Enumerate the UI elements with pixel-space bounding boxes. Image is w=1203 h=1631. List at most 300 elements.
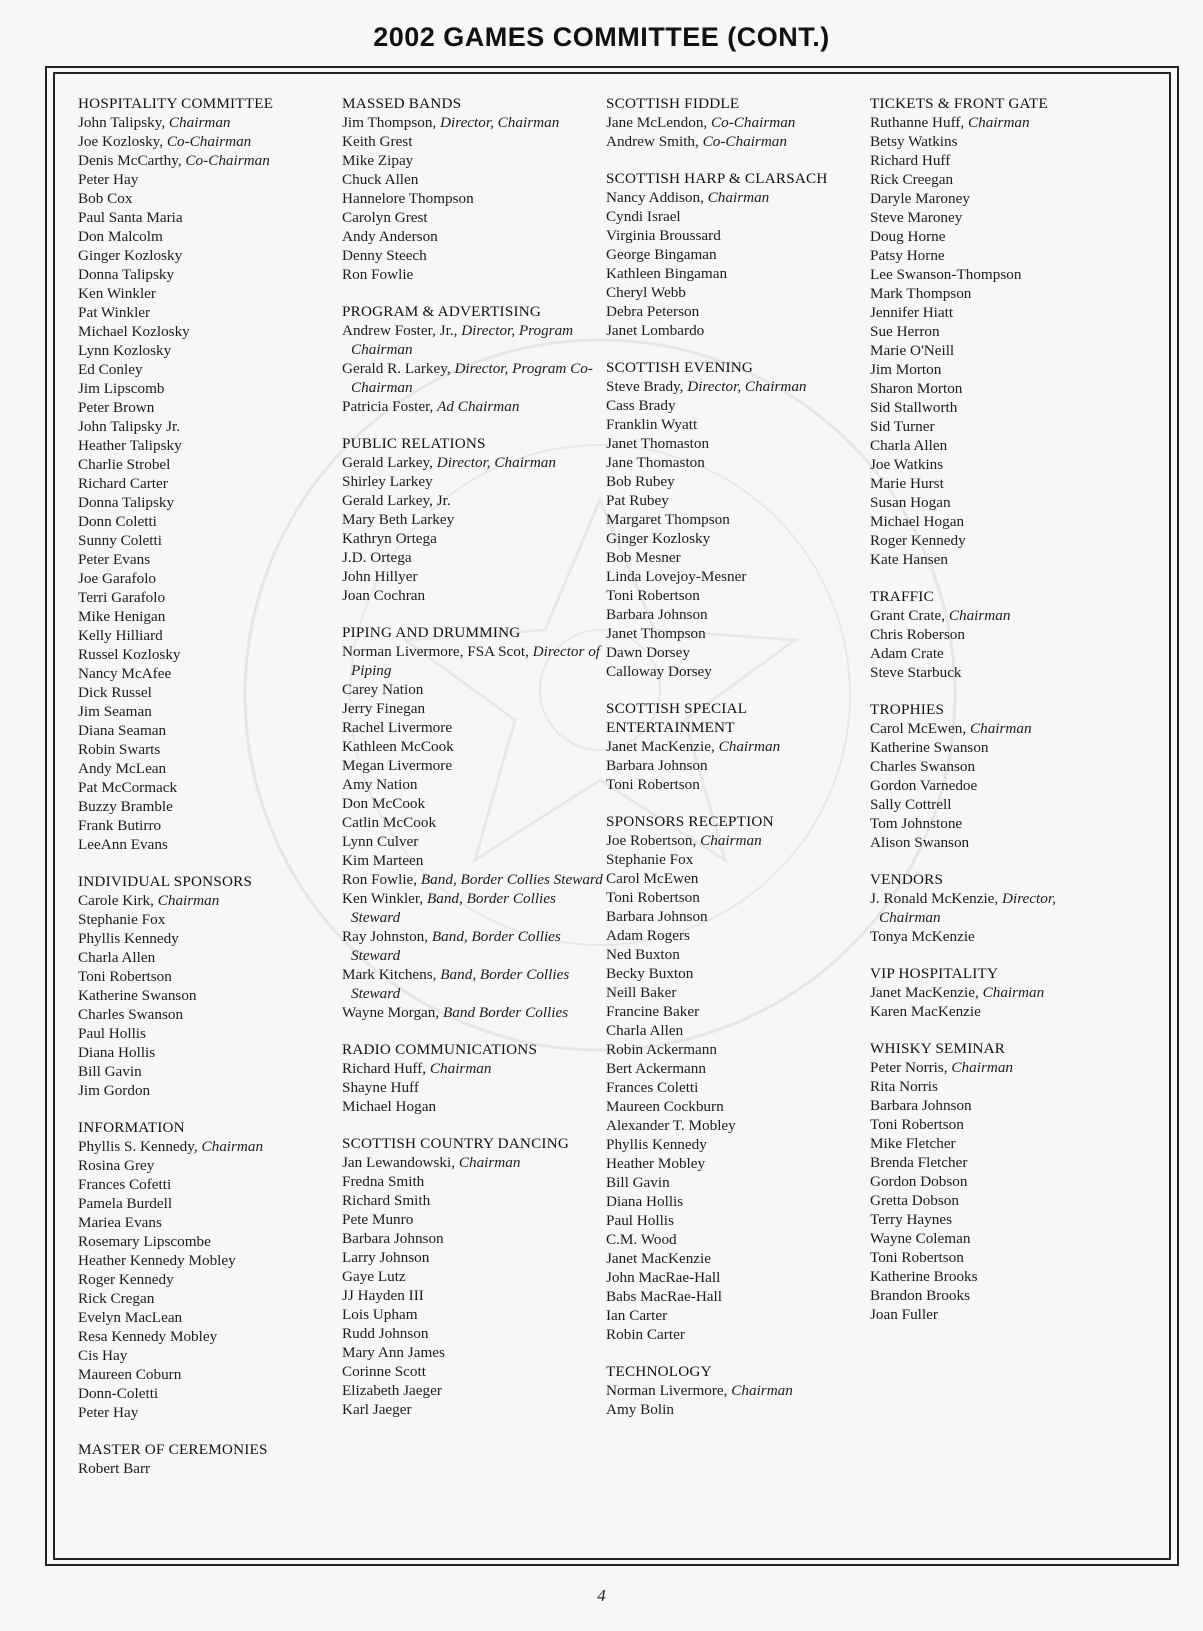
member-name: Barbara Johnson bbox=[606, 757, 708, 774]
member-entry bbox=[606, 567, 868, 586]
member-role: Director, Chairman bbox=[879, 890, 1056, 926]
committee-heading: VIP HOSPITALITY bbox=[870, 965, 999, 982]
committee-section bbox=[342, 623, 604, 1022]
member-name: Grant Crate, bbox=[870, 607, 949, 624]
member-entry bbox=[342, 359, 604, 397]
member-entry bbox=[606, 415, 868, 434]
member-role: Chairman bbox=[982, 984, 1045, 1001]
member-name: Bob Cox bbox=[78, 190, 133, 207]
member-role: Chairman bbox=[157, 892, 220, 909]
member-role: Co-Chairman bbox=[711, 114, 796, 131]
member-name: Ray Johnston, bbox=[342, 928, 432, 945]
member-name: Toni Robertson bbox=[78, 968, 172, 985]
member-entry bbox=[870, 474, 1120, 493]
column-1 bbox=[78, 94, 340, 1496]
member-name: Carey Nation bbox=[342, 681, 424, 698]
member-entry bbox=[78, 303, 340, 322]
committee-section bbox=[78, 1118, 340, 1422]
member-entry bbox=[78, 664, 340, 683]
member-entry bbox=[342, 1003, 604, 1022]
member-entry bbox=[342, 397, 604, 416]
member-entry bbox=[606, 888, 868, 907]
member-entry bbox=[870, 606, 1120, 625]
member-name: Robin Swarts bbox=[78, 741, 161, 758]
member-name: Mike Fletcher bbox=[870, 1135, 956, 1152]
member-name: Cheryl Webb bbox=[606, 284, 686, 301]
committee-heading: SCOTTISH HARP & CLARSACH bbox=[606, 170, 828, 187]
committee-heading: TROPHIES bbox=[870, 701, 945, 718]
member-entry bbox=[606, 1325, 868, 1344]
member-role: Chairman bbox=[429, 1060, 492, 1077]
member-name: Donna Talipsky bbox=[78, 494, 175, 511]
member-role: Chairman bbox=[948, 607, 1011, 624]
committee-heading: INFORMATION bbox=[78, 1119, 185, 1136]
member-name: Joan Fuller bbox=[870, 1306, 938, 1323]
member-name: Marie O'Neill bbox=[870, 342, 955, 359]
member-name: Dick Russel bbox=[78, 684, 152, 701]
member-entry bbox=[78, 1175, 340, 1194]
member-role: Co-Chairman bbox=[185, 152, 270, 169]
member-entry bbox=[606, 1211, 868, 1230]
member-entry bbox=[870, 360, 1120, 379]
member-entry bbox=[342, 246, 604, 265]
member-entry bbox=[870, 776, 1120, 795]
member-name: Karl Jaeger bbox=[342, 1401, 412, 1418]
member-entry bbox=[78, 1459, 340, 1478]
committee-heading: SCOTTISH SPECIAL ENTERTAINMENT bbox=[606, 700, 747, 736]
member-name: Jim Morton bbox=[870, 361, 942, 378]
member-name: Janet Lombardo bbox=[606, 322, 705, 339]
committee-heading: PIPING AND DRUMMING bbox=[342, 624, 521, 641]
member-entry bbox=[342, 1210, 604, 1229]
member-name: Richard Huff bbox=[870, 152, 951, 169]
member-entry bbox=[606, 264, 868, 283]
member-name: Jim Thompson, bbox=[342, 114, 441, 131]
member-entry bbox=[606, 1116, 868, 1135]
member-role: Director, Program Chairman bbox=[351, 322, 574, 358]
member-entry bbox=[870, 417, 1120, 436]
member-entry bbox=[78, 1270, 340, 1289]
member-entry bbox=[870, 889, 1120, 927]
member-entry bbox=[342, 113, 604, 132]
member-name: Linda Lovejoy-Mesner bbox=[606, 568, 747, 585]
member-entry bbox=[870, 1153, 1120, 1172]
member-entry bbox=[870, 719, 1120, 738]
committee-heading: TICKETS & FRONT GATE bbox=[870, 95, 1048, 112]
member-role: Chairman bbox=[951, 1059, 1014, 1076]
member-name: Alison Swanson bbox=[870, 834, 970, 851]
member-entry bbox=[870, 170, 1120, 189]
member-entry bbox=[342, 775, 604, 794]
member-entry bbox=[870, 1002, 1120, 1021]
member-name: Shayne Huff bbox=[342, 1079, 419, 1096]
member-entry bbox=[870, 1134, 1120, 1153]
member-name: Andrew Smith, bbox=[606, 133, 703, 150]
member-name: Stephanie Fox bbox=[606, 851, 694, 868]
member-name: Fredna Smith bbox=[342, 1173, 425, 1190]
committee-section bbox=[78, 872, 340, 1100]
member-name: J. Ronald McKenzie, bbox=[870, 890, 1003, 907]
member-name: Jan Lewandowski, bbox=[342, 1154, 459, 1171]
member-name: Peter Brown bbox=[78, 399, 155, 416]
member-name: Charles Swanson bbox=[78, 1006, 184, 1023]
member-entry bbox=[78, 1043, 340, 1062]
member-name: Virginia Broussard bbox=[606, 227, 721, 244]
member-entry bbox=[78, 626, 340, 645]
member-name: Karen MacKenzie bbox=[870, 1003, 981, 1020]
member-name: Gerald Larkey, bbox=[342, 454, 437, 471]
member-entry bbox=[606, 831, 868, 850]
member-entry bbox=[606, 869, 868, 888]
member-name: Michael Hogan bbox=[870, 513, 965, 530]
committee-heading: TECHNOLOGY bbox=[606, 1363, 712, 1380]
committee-section bbox=[78, 94, 340, 854]
member-entry bbox=[870, 1058, 1120, 1077]
member-name: John Hillyer bbox=[342, 568, 418, 585]
member-entry bbox=[78, 948, 340, 967]
member-entry bbox=[342, 1286, 604, 1305]
member-name: Peter Norris, bbox=[870, 1059, 952, 1076]
committee-section bbox=[870, 870, 1120, 946]
member-role: Director, Chairman bbox=[440, 114, 560, 131]
member-name: Katherine Swanson bbox=[78, 987, 197, 1004]
member-entry bbox=[342, 132, 604, 151]
member-name: Charla Allen bbox=[606, 1022, 684, 1039]
member-role: Co-Chairman bbox=[166, 133, 252, 150]
committee-heading: INDIVIDUAL SPONSORS bbox=[78, 873, 253, 890]
member-name: Hannelore Thompson bbox=[342, 190, 474, 207]
committee-section bbox=[342, 434, 604, 605]
member-entry bbox=[342, 567, 604, 586]
member-entry bbox=[342, 737, 604, 756]
member-entry bbox=[606, 302, 868, 321]
member-name: Bob Mesner bbox=[606, 549, 681, 566]
member-name: Larry Johnson bbox=[342, 1249, 430, 1266]
member-name: Carolyn Grest bbox=[342, 209, 428, 226]
member-name: Diana Hollis bbox=[606, 1193, 684, 1210]
member-name: LeeAnn Evans bbox=[78, 836, 168, 853]
member-role: Chairman bbox=[458, 1154, 521, 1171]
member-name: Barbara Johnson bbox=[870, 1097, 972, 1114]
member-entry bbox=[78, 702, 340, 721]
member-name: Rudd Johnson bbox=[342, 1325, 429, 1342]
member-entry bbox=[870, 379, 1120, 398]
member-entry bbox=[78, 1346, 340, 1365]
member-name: Kate Hansen bbox=[870, 551, 949, 568]
member-entry bbox=[342, 1267, 604, 1286]
member-entry bbox=[606, 113, 868, 132]
member-name: Ron Fowlie, bbox=[342, 871, 421, 888]
member-entry bbox=[606, 1078, 868, 1097]
committee-section bbox=[342, 1134, 604, 1419]
member-name: Kathleen Bingaman bbox=[606, 265, 728, 282]
member-entry bbox=[342, 1343, 604, 1362]
member-name: Denis McCarthy, bbox=[78, 152, 186, 169]
member-name: Janet Thomaston bbox=[606, 435, 710, 452]
member-name: Gordon Dobson bbox=[870, 1173, 968, 1190]
member-entry bbox=[78, 360, 340, 379]
member-name: Carole Kirk, bbox=[78, 892, 158, 909]
member-entry bbox=[870, 113, 1120, 132]
member-name: Heather Talipsky bbox=[78, 437, 182, 454]
member-entry bbox=[78, 550, 340, 569]
member-entry bbox=[870, 284, 1120, 303]
member-name: Ned Buxton bbox=[606, 946, 680, 963]
member-name: Sally Cottrell bbox=[870, 796, 952, 813]
member-name: Ruthanne Huff, bbox=[870, 114, 968, 131]
member-entry bbox=[342, 889, 604, 927]
member-entry bbox=[78, 531, 340, 550]
member-entry bbox=[606, 207, 868, 226]
member-entry bbox=[78, 1327, 340, 1346]
member-role: Director of Piping bbox=[351, 643, 601, 679]
member-role: Band, Border Collies Steward bbox=[351, 890, 556, 926]
member-entry bbox=[342, 927, 604, 965]
member-entry bbox=[78, 246, 340, 265]
member-entry bbox=[870, 644, 1120, 663]
member-name: Katherine Brooks bbox=[870, 1268, 978, 1285]
member-name: Donn Coletti bbox=[78, 513, 157, 530]
member-entry bbox=[870, 151, 1120, 170]
member-name: Gaye Lutz bbox=[342, 1268, 406, 1285]
committee-heading: TRAFFIC bbox=[870, 588, 934, 605]
member-name: Mike Henigan bbox=[78, 608, 166, 625]
member-entry bbox=[870, 550, 1120, 569]
member-entry bbox=[870, 531, 1120, 550]
member-entry bbox=[78, 929, 340, 948]
member-name: Kathleen McCook bbox=[342, 738, 454, 755]
member-entry bbox=[606, 586, 868, 605]
member-entry bbox=[78, 208, 340, 227]
member-role: Ad Chairman bbox=[437, 398, 520, 415]
member-entry bbox=[78, 759, 340, 778]
member-entry bbox=[342, 680, 604, 699]
member-name: Pete Munro bbox=[342, 1211, 414, 1228]
member-name: Barbara Johnson bbox=[606, 908, 708, 925]
member-entry bbox=[78, 1081, 340, 1100]
member-name: Margaret Thompson bbox=[606, 511, 730, 528]
member-entry bbox=[78, 1024, 340, 1043]
member-name: Jane Thomaston bbox=[606, 454, 705, 471]
member-entry bbox=[78, 835, 340, 854]
member-entry bbox=[78, 132, 340, 151]
member-name: Keith Grest bbox=[342, 133, 413, 150]
member-entry bbox=[606, 453, 868, 472]
member-entry bbox=[78, 474, 340, 493]
member-name: Frank Butirro bbox=[78, 817, 162, 834]
member-entry bbox=[342, 756, 604, 775]
member-name: Janet MacKenzie bbox=[606, 1250, 711, 1267]
member-role: Band, Border Collies Steward bbox=[351, 928, 561, 964]
member-name: Denny Steech bbox=[342, 247, 427, 264]
member-name: Chris Roberson bbox=[870, 626, 965, 643]
member-name: Sid Turner bbox=[870, 418, 935, 435]
member-name: Mariea Evans bbox=[78, 1214, 162, 1231]
member-name: Amy Bolin bbox=[606, 1401, 674, 1418]
member-entry bbox=[870, 795, 1120, 814]
member-name: Phyllis Kennedy bbox=[78, 930, 179, 947]
member-name: Shirley Larkey bbox=[342, 473, 433, 490]
member-entry bbox=[606, 1268, 868, 1287]
member-entry bbox=[78, 683, 340, 702]
member-name: Steve Starbuck bbox=[870, 664, 962, 681]
member-entry bbox=[78, 1289, 340, 1308]
member-role: Chairman bbox=[168, 114, 231, 131]
member-entry bbox=[870, 1172, 1120, 1191]
member-name: Rick Creegan bbox=[870, 171, 954, 188]
member-name: Maureen Coburn bbox=[78, 1366, 182, 1383]
committee-section bbox=[606, 94, 868, 151]
member-name: Debra Peterson bbox=[606, 303, 700, 320]
member-entry bbox=[78, 1232, 340, 1251]
committee-heading: MASTER OF CEREMONIES bbox=[78, 1441, 268, 1458]
member-entry bbox=[606, 529, 868, 548]
member-entry bbox=[870, 132, 1120, 151]
member-name: Mark Kitchens, bbox=[342, 966, 441, 983]
member-entry bbox=[342, 965, 604, 1003]
page-title: 2002 GAMES COMMITTEE (CONT.) bbox=[373, 22, 830, 52]
member-entry bbox=[342, 794, 604, 813]
member-name: Richard Huff, bbox=[342, 1060, 430, 1077]
member-entry bbox=[606, 624, 868, 643]
member-name: Ginger Kozlosky bbox=[606, 530, 711, 547]
member-entry bbox=[342, 170, 604, 189]
member-name: Heather Mobley bbox=[606, 1155, 706, 1172]
member-name: Peter Evans bbox=[78, 551, 151, 568]
member-name: Pamela Burdell bbox=[78, 1195, 173, 1212]
member-role: Director, Chairman bbox=[436, 454, 556, 471]
member-entry bbox=[342, 718, 604, 737]
member-name: Maureen Cockburn bbox=[606, 1098, 724, 1115]
member-entry bbox=[606, 1059, 868, 1078]
member-entry bbox=[606, 1154, 868, 1173]
member-name: Toni Robertson bbox=[606, 587, 700, 604]
member-entry bbox=[342, 472, 604, 491]
member-entry bbox=[342, 1248, 604, 1267]
member-entry bbox=[870, 189, 1120, 208]
member-name: Mary Beth Larkey bbox=[342, 511, 455, 528]
column-4 bbox=[870, 94, 1120, 1342]
member-name: Phyllis S. Kennedy, bbox=[78, 1138, 202, 1155]
member-entry bbox=[870, 265, 1120, 284]
member-entry bbox=[606, 1040, 868, 1059]
member-entry bbox=[606, 907, 868, 926]
member-name: Becky Buxton bbox=[606, 965, 694, 982]
member-name: Gerald R. Larkey, bbox=[342, 360, 455, 377]
member-role: Co-Chairman bbox=[702, 133, 787, 150]
member-entry bbox=[606, 1249, 868, 1268]
member-name: Ian Carter bbox=[606, 1307, 668, 1324]
member-name: Terri Garafolo bbox=[78, 589, 166, 606]
member-name: Janet Thompson bbox=[606, 625, 706, 642]
member-name: Joe Garafolo bbox=[78, 570, 157, 587]
member-entry bbox=[78, 341, 340, 360]
member-name: Richard Carter bbox=[78, 475, 168, 492]
committee-heading: SPONSORS RECEPTION bbox=[606, 813, 774, 830]
member-name: Rita Norris bbox=[870, 1078, 938, 1095]
member-name: Jennifer Hiatt bbox=[870, 304, 954, 321]
member-entry bbox=[870, 1267, 1120, 1286]
member-entry bbox=[342, 1097, 604, 1116]
committee-heading: WHISKY SEMINAR bbox=[870, 1040, 1006, 1057]
member-entry bbox=[78, 417, 340, 436]
member-name: Elizabeth Jaeger bbox=[342, 1382, 442, 1399]
member-entry bbox=[606, 283, 868, 302]
member-role: Chairman bbox=[968, 114, 1030, 131]
member-name: Robin Ackermann bbox=[606, 1041, 717, 1058]
member-name: Jim Lipscomb bbox=[78, 380, 165, 397]
member-name: Nancy McAfee bbox=[78, 665, 172, 682]
member-name: Catlin McCook bbox=[342, 814, 437, 831]
member-entry bbox=[78, 1213, 340, 1232]
member-name: Gretta Dobson bbox=[870, 1192, 959, 1209]
committee-section bbox=[606, 1362, 868, 1419]
member-name: Joe Robertson, bbox=[606, 832, 701, 849]
member-entry bbox=[78, 588, 340, 607]
member-name: Bert Ackermann bbox=[606, 1060, 706, 1077]
member-name: Andrew Foster, Jr., bbox=[342, 322, 462, 339]
member-entry bbox=[870, 398, 1120, 417]
member-entry bbox=[78, 1062, 340, 1081]
member-name: Franklin Wyatt bbox=[606, 416, 698, 433]
member-role: Band Border Collies bbox=[443, 1004, 569, 1021]
member-entry bbox=[870, 814, 1120, 833]
member-name: Alexander T. Mobley bbox=[606, 1117, 736, 1134]
member-name: Mike Zipay bbox=[342, 152, 414, 169]
member-name: Rosemary Lipscombe bbox=[78, 1233, 211, 1250]
member-entry bbox=[342, 1229, 604, 1248]
member-entry bbox=[78, 284, 340, 303]
member-entry bbox=[606, 188, 868, 207]
member-entry bbox=[78, 170, 340, 189]
committee-heading: PUBLIC RELATIONS bbox=[342, 435, 486, 452]
committee-heading: SCOTTISH EVENING bbox=[606, 359, 754, 376]
member-entry bbox=[870, 322, 1120, 341]
member-name: Toni Robertson bbox=[870, 1249, 964, 1266]
member-name: Cis Hay bbox=[78, 1347, 128, 1364]
member-name: Adam Crate bbox=[870, 645, 944, 662]
member-name: Amy Nation bbox=[342, 776, 418, 793]
committee-heading: SCOTTISH COUNTRY DANCING bbox=[342, 1135, 569, 1152]
member-name: Ed Conley bbox=[78, 361, 143, 378]
member-name: Charla Allen bbox=[78, 949, 156, 966]
committee-section bbox=[342, 302, 604, 416]
member-name: Ken Winkler bbox=[78, 285, 156, 302]
member-name: Russel Kozlosky bbox=[78, 646, 181, 663]
member-name: Pat Rubey bbox=[606, 492, 669, 509]
member-entry bbox=[606, 510, 868, 529]
member-name: Megan Livermore bbox=[342, 757, 453, 774]
member-entry bbox=[78, 227, 340, 246]
member-name: Peter Hay bbox=[78, 1404, 139, 1421]
member-name: Gerald Larkey, Jr. bbox=[342, 492, 451, 509]
member-entry bbox=[78, 379, 340, 398]
member-entry bbox=[342, 1400, 604, 1419]
member-entry bbox=[870, 341, 1120, 360]
member-name: Brandon Brooks bbox=[870, 1287, 970, 1304]
member-name: Nancy Addison, bbox=[606, 189, 708, 206]
member-entry bbox=[342, 851, 604, 870]
member-entry bbox=[870, 1248, 1120, 1267]
member-entry bbox=[870, 1115, 1120, 1134]
member-name: J.D. Ortega bbox=[342, 549, 412, 566]
member-name: Tom Johnstone bbox=[870, 815, 963, 832]
committee-section bbox=[78, 1440, 340, 1478]
member-name: Michael Hogan bbox=[342, 1098, 437, 1115]
member-name: Katherine Swanson bbox=[870, 739, 989, 756]
member-name: Ron Fowlie bbox=[342, 266, 414, 283]
member-entry bbox=[606, 643, 868, 662]
